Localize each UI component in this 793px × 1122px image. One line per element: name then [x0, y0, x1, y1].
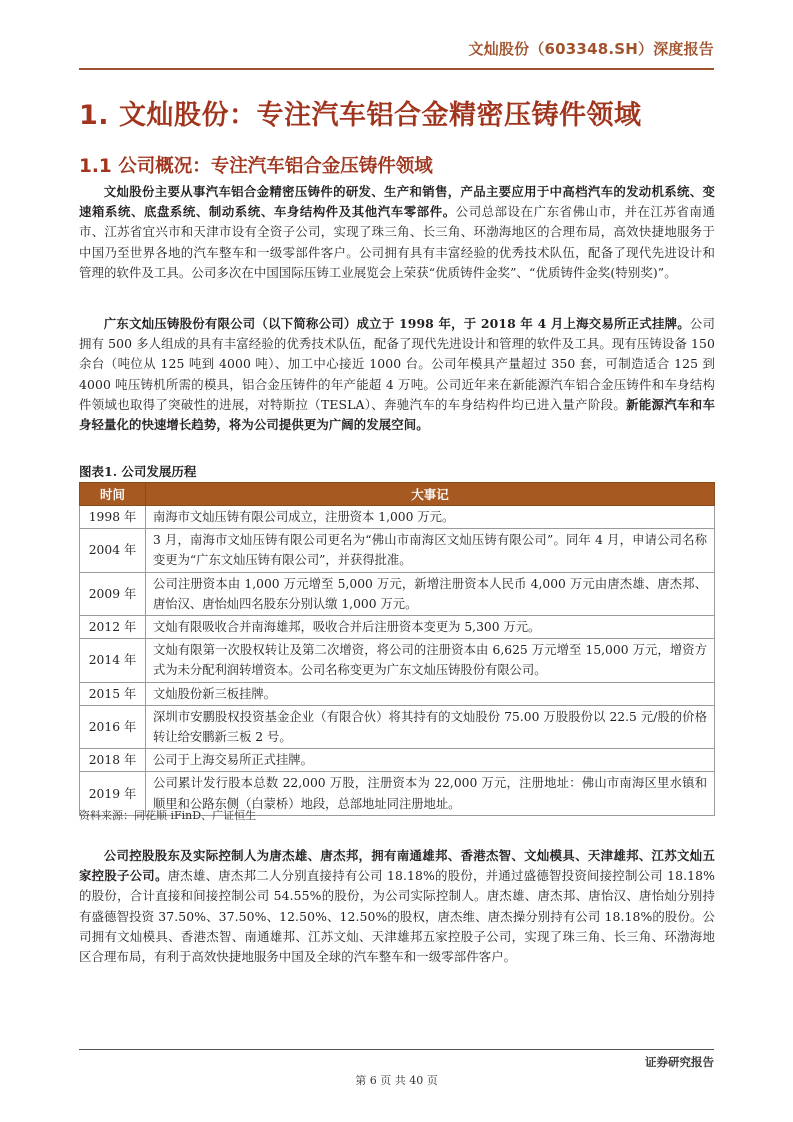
- paragraph-closing-bold: 新能源汽车和车身轻量化的快速增长趋势，将为公司提供更为广阔的发展空间。: [79, 396, 716, 433]
- paragraph-body: 公司总部设在广东省佛山市，并在江苏省南通市、江苏省宜兴市和天津市设有全资子公司，实现了珠三角、长三角、环渤海地区的合理布局，高效快捷地服务于中国乃至世界各地的汽车整车和一级零部件客户。公司拥有具有丰富经验的优秀技术队伍，配备了现代先进设计和管理的软件及工具。公司多次在中国国际压铸工业展览会上荣获“优质铸件金奖”、“优质铸件金奖(特别奖)”。: [79, 204, 715, 280]
- event-cell: 文灿有限第一次股权转让及第二次增资，将公司的注册资本由 6,625 万元增至 15,000 万元，增资方式为未分配利润转增资本。公司名称变更为广东文灿压铸股份有限公司。: [146, 639, 715, 682]
- figure-source: 资料来源：同花顺 iFinD、广证恒生: [79, 809, 257, 822]
- subsection-heading: 1.1 公司概况：专注汽车铝合金压铸件领域: [79, 156, 433, 177]
- event-cell: 3 月，南海市文灿压铸有限公司更名为“佛山市南海区文灿压铸有限公司”。同年 4 月，申请公司名称变更为“广东文灿压铸有限公司”，并获得批准。: [146, 529, 715, 572]
- development-history-table: [79, 482, 715, 816]
- year-cell: 2009 年: [80, 572, 146, 615]
- event-cell: 文灿有限吸收合并南海雄邦，吸收合并后注册资本变更为 5,300 万元。: [146, 616, 715, 639]
- year-cell: 2014 年: [80, 639, 146, 682]
- column-header-year: 时间: [80, 483, 146, 506]
- paragraph-shareholders: [79, 846, 715, 967]
- figure-title: 图表1. 公司发展历程: [79, 464, 197, 479]
- table-row: [80, 639, 715, 682]
- year-cell: 2004 年: [80, 529, 146, 572]
- header-divider: [79, 68, 714, 70]
- table-header-row: [80, 483, 715, 506]
- event-cell: 文灿股份新三板挂牌。: [146, 682, 715, 705]
- event-cell: 公司累计发行股本总数 22,000 万股，注册资本为 22,000 万元，注册地址：佛山市南海区里水镇和顺里和公路东侧（白蒙桥）地段，总部地址同注册地址。: [146, 772, 715, 815]
- column-header-event: 大事记: [146, 483, 715, 506]
- year-cell: 1998 年: [80, 506, 146, 529]
- section-heading: 1. 文灿股份：专注汽车铝合金精密压铸件领域: [79, 100, 642, 131]
- event-cell: 公司注册资本由 1,000 万元增至 5,000 万元，新增注册资本人民币 4,000 万元由唐杰雄、唐杰邦、唐怡汉、唐怡灿四名股东分别认缴 1,000 万元。: [146, 572, 715, 615]
- year-cell: 2018 年: [80, 749, 146, 772]
- footer-divider: [79, 1049, 714, 1050]
- event-cell: 公司于上海交易所正式挂牌。: [146, 749, 715, 772]
- table-row: [80, 749, 715, 772]
- event-cell: 深圳市安鹏股权投资基金企业（有限合伙）将其持有的文灿股份 75.00 万股股份以 22.5 元/股的价格转让给安鹏新三板 2 号。: [146, 705, 715, 748]
- table-row: [80, 705, 715, 748]
- paragraph-body: 公司拥有 500 多人组成的具有丰富经验的优秀技术队伍，配备了现代先进设计和管理的软件及工具。现有压铸设备 150 余台（吨位从 125 吨到 4000 吨）、加工中心接近 1000 台。公司年模具产量超过 350 套，可制造适合 125 到 4000 吨压铸机所需的模具，铝合金压铸件的年产能超 4 万吨。公司近年来在新能源汽车铝合金压铸件和车身结构件领域也取得了突破性的进展，对特斯拉（TESLA）、奔驰汽车的车身结构件均已进入量产阶段。: [79, 316, 716, 412]
- year-cell: 2012 年: [80, 616, 146, 639]
- paragraph-lead-bold: 文灿股份主要从事汽车铝合金精密压铸件的研发、生产和销售，产品主要应用于中高档汽车的发动机系统、变速箱系统、底盘系统、制动系统、车身结构件及其他汽车零部件。: [79, 184, 715, 220]
- table-row: [80, 682, 715, 705]
- paragraph-lead-bold: 公司控股股东及实际控制人为唐杰雄、唐杰邦，拥有南通雄邦、香港杰智、文灿模具、天津雄邦、江苏文灿五家控股子公司。: [79, 848, 715, 884]
- page-number: 第 6 页 共 40 页: [355, 1074, 438, 1087]
- year-cell: 2019 年: [80, 772, 146, 815]
- table-row: [80, 506, 715, 529]
- event-cell: 南海市文灿压铸有限公司成立，注册资本 1,000 万元。: [146, 506, 715, 529]
- year-cell: 2016 年: [80, 705, 146, 748]
- table-row: [80, 616, 715, 639]
- paragraph-lead-bold: 广东文灿压铸股份有限公司（以下简称公司）成立于 1998 年，于 2018 年 4 月上海交易所正式挂牌。: [103, 316, 690, 331]
- paragraph-company-history: [79, 314, 715, 435]
- footer-report-label: 证券研究报告: [645, 1055, 714, 1069]
- paragraph-body: 唐杰雄、唐杰邦二人分别直接持有公司 18.18%的股份，并通过盛德智投资间接控制公司 18.18%的股份，合计直接和间接控制公司 54.55%的股份，为公司实际控制人。唐杰雄、唐杰邦、唐怡汉、唐怡灿分别持有盛德智投资 37.50%、37.50%、12.50%、12.50%的股权，唐杰维、唐杰操分别持有公司 18.18%的股份。公司拥有文灿模具、香港杰智、南通雄邦、江苏文灿、天津雄邦五家控股子公司，实现了珠三角、长三角、环渤海地区合理布局，有利于高效快捷地服务中国及全球的汽车整车和一级零部件客户。: [79, 868, 715, 965]
- table-row: [80, 572, 715, 615]
- year-cell: 2015 年: [80, 682, 146, 705]
- paragraph-business-overview: [79, 182, 715, 283]
- table-row: [80, 529, 715, 572]
- report-header-title: 文灿股份（603348.SH）深度报告: [468, 40, 714, 58]
